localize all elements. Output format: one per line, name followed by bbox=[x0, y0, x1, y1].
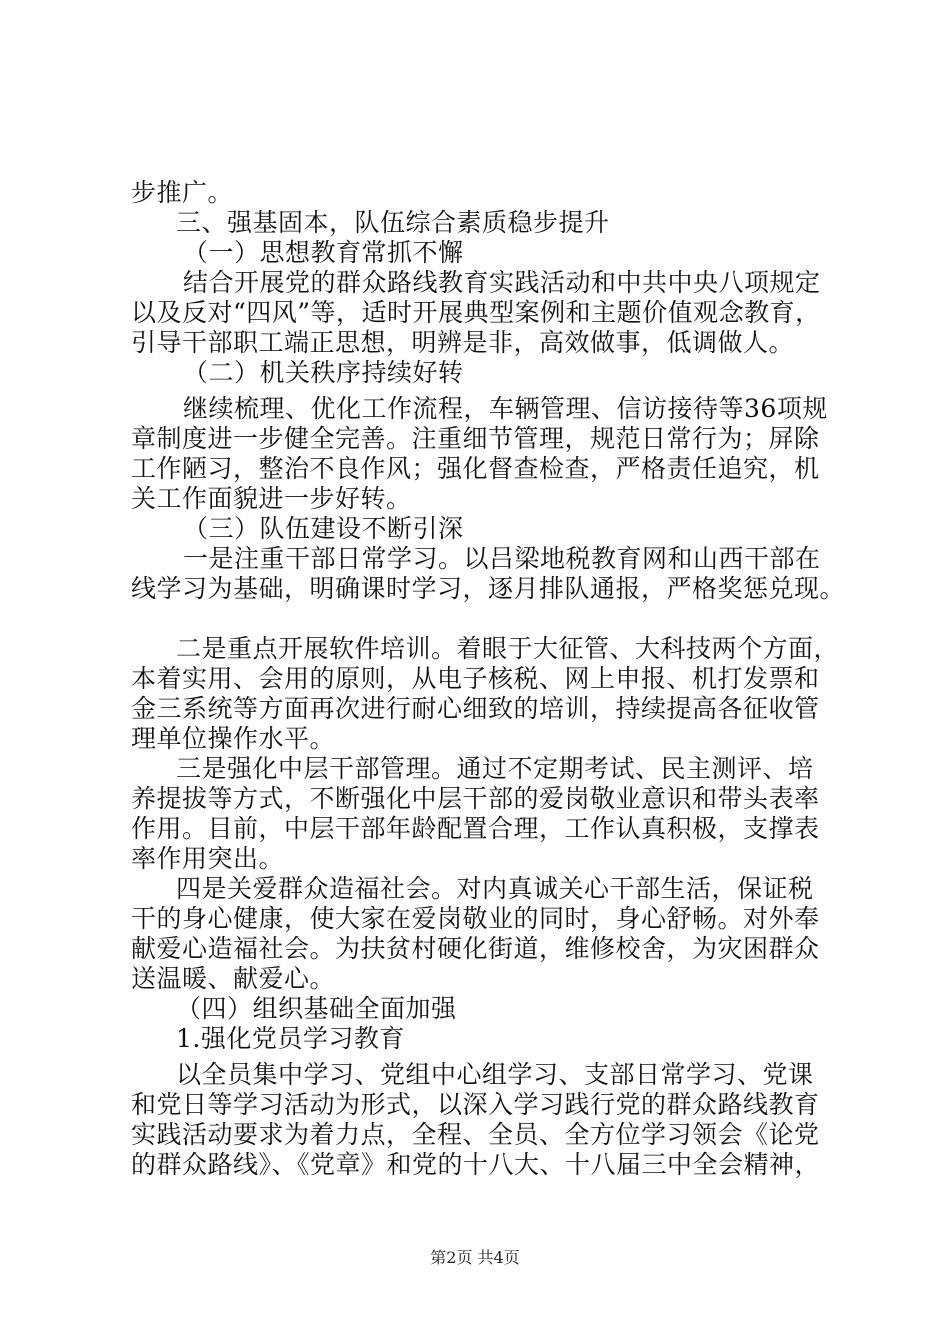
paragraph-line: 三是强化中层干部管理。通过不定期考试、民主测评、培 bbox=[176, 754, 814, 783]
subsection-heading: （三）队伍建设不断引深 bbox=[183, 514, 464, 543]
paragraph-line: 一是注重干部日常学习。以吕梁地税教育网和山西干部在 bbox=[183, 544, 821, 573]
paragraph-line: 线学习为基础，明确课时学习，逐月排队通报，严格奖惩兑现。 bbox=[131, 574, 846, 603]
paragraph-line: 理单位操作水平。 bbox=[131, 724, 336, 753]
paragraph-line: 继续梳理、优化工作流程，车辆管理、信访接待等36项规 bbox=[183, 394, 828, 423]
paragraph-line: 献爱心造福社会。为扶贫村硬化街道，维修校舍，为灾困群众 bbox=[131, 934, 820, 963]
paragraph-line: 送温暖、献爱心。 bbox=[131, 964, 336, 993]
paragraph-line: 工作陋习，整治不良作风；强化督查检查，严格责任追究，机 bbox=[131, 454, 820, 483]
subsection-heading: （二）机关秩序持续好转 bbox=[183, 358, 464, 387]
paragraph-line: 作用。目前，中层干部年龄配置合理，工作认真积极，支撑表 bbox=[131, 814, 820, 843]
paragraph-line: 以全员集中学习、党组中心组学习、支部日常学习、党课 bbox=[176, 1060, 814, 1089]
paragraph-line: 金三系统等方面再次进行耐心细致的培训，持续提高各征收管 bbox=[131, 694, 820, 723]
paragraph-line: 实践活动要求为着力点，全程、全员、全方位学习领会《论党 bbox=[131, 1120, 820, 1149]
subsection-heading: （一）思想教育常抓不懈 bbox=[183, 238, 464, 267]
paragraph-line: 四是关爱群众造福社会。对内真诚关心干部生活，保证税 bbox=[176, 874, 814, 903]
page-number-footer: 第2页 共4页 bbox=[430, 1248, 520, 1267]
paragraph-line: 养提拔等方式，不断强化中层干部的爱岗敬业意识和带头表率 bbox=[131, 784, 820, 813]
paragraph-line: 引导干部职工端正思想，明辨是非，高效做事，低调做人。 bbox=[131, 328, 795, 357]
paragraph-line: 二是重点开展软件培训。着眼于大征管、大科技两个方面， bbox=[176, 634, 840, 663]
section-heading: 三、强基固本，队伍综合素质稳步提升 bbox=[176, 208, 610, 237]
subsection-heading: 1.强化党员学习教育 bbox=[176, 1024, 405, 1053]
paragraph-line: 章制度进一步健全完善。注重细节管理，规范日常行为；屏除 bbox=[131, 424, 820, 453]
paragraph-line: 本着实用、会用的原则，从电子核税、网上申报、机打发票和 bbox=[131, 664, 820, 693]
paragraph-line: 和党日等学习活动为形式，以深入学习践行党的群众路线教育 bbox=[131, 1090, 820, 1119]
paragraph-line: 以及反对“四风”等，适时开展典型案例和主题价值观念教育， bbox=[131, 298, 821, 327]
subsection-heading: （四）组织基础全面加强 bbox=[176, 994, 457, 1023]
paragraph-line: 结合开展党的群众路线教育实践活动和中共中央八项规定 bbox=[183, 268, 821, 297]
paragraph-line: 率作用突出。 bbox=[131, 844, 285, 873]
paragraph-line: 关工作面貌进一步好转。 bbox=[131, 484, 412, 513]
paragraph-line: 干的身心健康，使大家在爱岗敬业的同时，身心舒畅。对外奉 bbox=[131, 904, 820, 933]
paragraph-line: 的群众路线》、《党章》和党的十八大、十八届三中全会精神， bbox=[131, 1150, 821, 1179]
paragraph-line: 步推广。 bbox=[131, 178, 234, 207]
